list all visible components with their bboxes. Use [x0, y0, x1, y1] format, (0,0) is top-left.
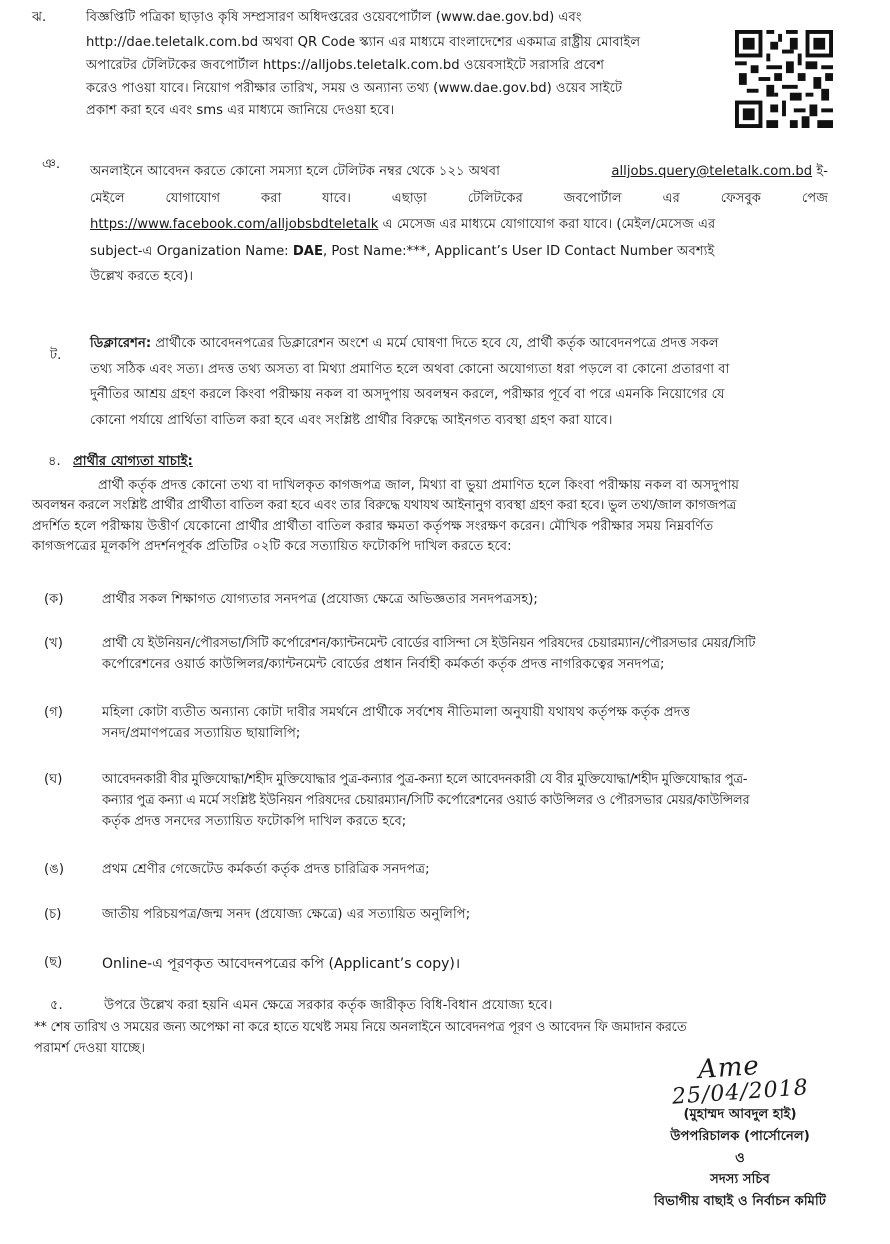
paragraph-text — [86, 8, 726, 122]
section-label: ট. — [50, 348, 62, 363]
text-span: ই- — [816, 164, 828, 179]
text-line: প্রকাশ করা হবে এবং sms এর মাধ্যমে জানিয়ে দেওয়া হবে। — [86, 103, 395, 119]
qr-code-icon — [735, 30, 833, 128]
text-line — [90, 161, 828, 184]
text-line: অপারেটর টেলিটকের জবপোর্টাল https://alljobs.teletalk.com.bd ওয়েবসাইটে সরাসরি প্রবেশ — [86, 57, 605, 73]
text-line: তথ্য সঠিক এবং সত্য। প্রদত্ত তথ্য অসত্য বা মিথ্যা প্রমাণিত হলে অথবা কোনো অযোগ্যতা ধরা পড়লে বা কোনো প্রতারণা বা — [90, 361, 730, 377]
text-line: প্রার্থী যে ইউনিয়ন/পৌরসভা/সিটি কর্পোরেশন/ক্যান্টনমেন্ট বোর্ডের বাসিন্দা সে ইউনিয়ন পরিষদের চেয়ারম্যান/পৌরসভার মেয়র/সিটি — [102, 636, 756, 651]
item-text — [102, 634, 862, 676]
conjunction: ও — [735, 1150, 745, 1166]
section-title: প্রার্থীর যোগ্যতা যাচাই: — [72, 454, 193, 469]
signature-date: 25/04/2018 — [671, 1075, 810, 1110]
text-line: কোনো পর্যায়ে প্রার্থিতা বাতিল করা হবে এবং সংশ্লিষ্ট প্রার্থীর বিরুদ্ধে আইনগত ব্যবস্থা গ্রহণ করা যাবে। — [90, 413, 613, 429]
item-label: (ছ) — [44, 955, 63, 970]
item-text — [102, 953, 852, 975]
text-line: প্রার্থী কর্তৃক প্রদত্ত কোনো তথ্য বা দাখিলকৃত কাগজপত্র জাল, মিথ্যা বা ভুয়া প্রমাণিত হলে কিংবা পরীক্ষায় নকল বা অসদুপায় — [98, 478, 740, 493]
text-span: , Post Name:***, Applicant’s User ID Contact Number অবশ্যই — [323, 244, 715, 260]
declaration-heading: ডিক্লারেশন: — [90, 336, 152, 351]
text-line: প্রদর্শিত হলে পরীক্ষায় উত্তীর্ণ যেকোনো প্রার্থীর প্রার্থীতা বাতিল করার ক্ষমতা কর্তৃপক্ষ সংরক্ষণ করেন। মৌখিক পরীক্ষার সময় নিম্নবর্ণিত — [32, 518, 714, 534]
section-label: ঝ. — [32, 10, 47, 25]
paragraph-text — [90, 161, 828, 289]
section-text: উপরে উল্লেখ করা হয়নি এমন ক্ষেত্রে সরকার কর্তৃক জারীকৃত বিধি-বিধান প্রযোজ্য হবে। — [104, 998, 553, 1013]
email-span — [611, 161, 828, 184]
signatory-name: (মুহাম্মদ আবদুল হাই) — [683, 1107, 797, 1122]
item-label: (ঘ) — [44, 772, 63, 787]
item-text — [102, 905, 852, 926]
text-line: অবলম্বন করলে সংশ্লিষ্ট প্রার্থীর প্রার্থীতা বাতিল করা হবে এবং তার বিরুদ্ধে যথাযথ আইনানুগ ব্যবস্থা গ্রহণ করা হবে। ভুল তথ্য/জাল কাগজপত্র — [32, 498, 737, 514]
signatory-title: উপপরিচালক (পার্সোনেল) — [670, 1128, 810, 1144]
paragraph-text — [90, 330, 830, 433]
text-line — [90, 241, 828, 264]
item-text — [102, 860, 852, 881]
text-line: সনদ/প্রমাণপত্রের সত্যায়িত ছায়ালিপি; — [102, 725, 301, 741]
text-line: আবেদনকারী বীর মুক্তিযোদ্ধা/শহীদ মুক্তিযোদ্ধার পুত্র-কন্যার পুত্র-কন্যা হলে আবেদনকারী যে বীর মুক্তিযোদ্ধা/শহীদ মুক্তিযোদ্ধার পুত্র- — [102, 772, 748, 787]
text-line: প্রার্থীর সকল শিক্ষাগত যোগ্যতার সনদপত্র (প্রযোজ্য ক্ষেত্রে অভিজ্ঞতার সনদপত্রসহ); — [102, 592, 538, 607]
committee-name: বিভাগীয় বাছাই ও নির্বাচন কমিটি — [654, 1194, 826, 1210]
text-line: দুর্নীতির আশ্রয় গ্রহণ করলে কিংবা পরীক্ষায় নকল বা অসদুপায় অবলম্বন করলে, পরীক্ষার পূর্বে বা পরে এমনকি নিয়োগের যে — [90, 387, 725, 403]
signature-scribble: Ame — [696, 1050, 761, 1086]
text-line: কর্তৃক প্রদত্ত সনদের সত্যায়িত ফটোকপি দাখিল করতে হবে; — [102, 813, 407, 829]
text-line: প্রথম শ্রেণীর গেজেটেড কর্মকর্তা কর্তৃক প্রদত্ত চারিত্রিক সনদপত্র; — [102, 862, 430, 877]
text-line: কর্পোরেশনের ওয়ার্ড কাউন্সিলর/ক্যান্টনমেন্ট বোর্ডের প্রধান নির্বাহী কর্মকর্তা কর্তৃক প্রদত্ত নাগরিকত্বের সনদপত্র; — [102, 656, 665, 672]
section-label: ঞ. — [42, 157, 61, 172]
item-text — [102, 770, 862, 833]
org-name: DAE — [292, 244, 324, 260]
signatory-role: সদস্য সচিব — [710, 1172, 770, 1188]
text-line: মেইলে যোগাযোগ করা যাবে। এছাড়া টেলিটকের জবপোর্টাল এর ফেসবুক পেজ — [90, 190, 828, 206]
text-line: উল্লেখ করতে হবে)। — [90, 268, 194, 284]
item-label: (গ) — [44, 705, 63, 720]
paragraph-text — [32, 476, 852, 558]
text-line — [90, 333, 830, 356]
text-line: করেও পাওয়া যাবে। নিয়োগ পরীক্ষার তারিখ, সময় ও অন্যান্য তথ্য (www.dae.gov.bd) ওয়েব সাইটে — [86, 80, 623, 96]
item-text — [102, 590, 852, 611]
section-number: ৪. — [48, 454, 61, 469]
text-line — [90, 214, 828, 237]
text-line: কন্যার পুত্র কন্যা এ মর্মে সংশ্লিষ্ট ইউনিয়ন পরিষদের চেয়ারম্যান/সিটি কর্পোরেশনের ওয়ার্ড কাউন্সিলর ও পৌরসভার মেয়র/কাউন্সিলর — [102, 792, 750, 808]
item-label: (ঙ) — [44, 862, 64, 877]
item-label: (খ) — [44, 636, 63, 651]
section-number: ৫. — [50, 998, 63, 1013]
text-line: পরামর্শ দেওয়া যাচ্ছে। — [34, 1040, 146, 1056]
text-span: অনলাইনে আবেদন করতে কোনো সমস্যা হলে টেলিটক নম্বর থেকে ১২১ অথবা — [90, 164, 500, 179]
section-heading — [48, 452, 193, 473]
text-line: Online-এ পূরণকৃত আবেদনপত্রের কপি (Applicant’s copy)। — [102, 956, 461, 972]
item-text — [102, 703, 862, 745]
email-link[interactable]: alljobs.query@teletalk.com.bd — [611, 164, 813, 179]
signatory-details — [620, 1104, 860, 1213]
item-label: (চ) — [44, 907, 62, 922]
item-label: (ক) — [44, 592, 64, 607]
text-span: subject-এ Organization Name: — [90, 244, 289, 260]
section-gha — [0, 0, 890, 150]
text-span: প্রার্থীকে আবেদনপত্রের ডিক্লারেশন অংশে এ মর্মে ঘোষণা দিতে হবে যে, প্রার্থী কর্তৃক আবেদনপত্রে প্রদত্ত সকল — [155, 336, 719, 351]
signature-block — [620, 1048, 860, 1238]
text-line: ** শেষ তারিখ ও সময়ের জন্য অপেক্ষা না করে হাতে যথেষ্ট সময় নিয়ে অনলাইনে আবেদনপত্র পূরণ ও আবেদন ফি জমাদান করতে — [34, 1020, 687, 1035]
text-span: এ মেসেজ এর মাধ্যমে যোগাযোগ করা যাবে। (মেইল/মেসেজ এর — [382, 217, 716, 233]
text-line: কাগজপত্রের মূলকপি প্রদর্শনপূর্বক প্রতিটির ০২টি করে সত্যায়িত ফটোকপি দাখিল করতে হবে: — [32, 539, 512, 555]
text-line: মহিলা কোটা ব্যতীত অন্যান্য কোটা দাবীর সমর্থনে প্রার্থীকে সর্বশেষ নীতিমালা অনুযায়ী যথাযথ কর্তৃপক্ষ কর্তৃক প্রদত্ত — [102, 705, 691, 720]
text-line: http://dae.teletalk.com.bd অথবা QR Code স্ক্যান এর মাধ্যমে বাংলাদেশের একমাত্র রাষ্ট্রীয় মোবাইল — [86, 34, 641, 50]
text-line: জাতীয় পরিচয়পত্র/জন্ম সনদ (প্রযোজ্য ক্ষেত্রে) এর সত্যায়িত অনুলিপি; — [102, 907, 471, 922]
text-line: বিজ্ঞপ্তিটি পত্রিকা ছাড়াও কৃষি সম্প্রসারণ অধিদপ্তরের ওয়েবপোর্টাল (www.dae.gov.bd) এবং — [86, 10, 582, 25]
facebook-link[interactable]: https://www.facebook.com/alljobsbdteletalk — [90, 217, 379, 233]
